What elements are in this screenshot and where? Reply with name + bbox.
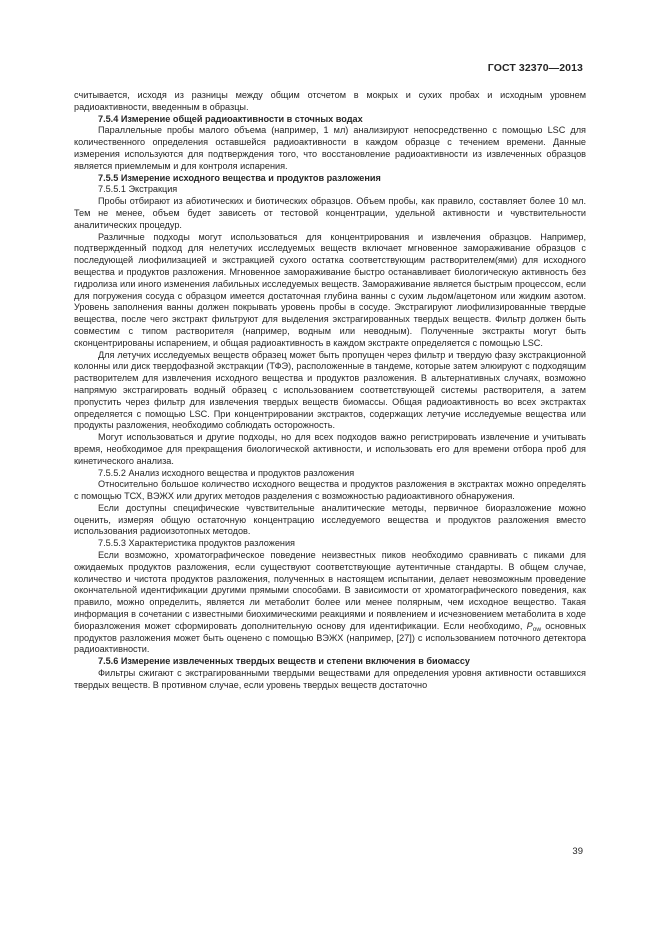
subsection-heading-7-5-5-3: 7.5.5.3 Характеристика продуктов разложения (98, 538, 296, 549)
paragraph: Фильтры сжигают с экстрагированными твердыми веществами для определения уровня активности оставшихся твердых веществ. В противном случае, если уровень твердых веществ достаточно (74, 668, 586, 690)
subsection-heading-7-5-5-2: 7.5.5.2 Анализ исходного вещества и продуктов разложения (98, 467, 355, 478)
page-number: 39 (572, 846, 583, 857)
paragraph-continuation: считывается, исходя из разницы между общим отсчетом в мокрых и сухих пробах и исходным уровнем радиоактивности, введенным в образцы. (74, 90, 586, 112)
paragraph-text: Если возможно, хроматографическое поведение неизвестных пиков необходимо сравнивать с пиками для ожидаемых продуктов разложения, если существуют соответствующие аутентичные стандарты. В общем случае, количество и чистота продуктов разложения, полученных в настоящем испытании, делает невозможным проведение окончательной идентификации другими прямыми способами. В зависимости от хроматографического поведения, как правило, можно определить, является ли метаболит более или менее полярным, чем исходное вещество. Такая информация в сочетании с известными биохимическими реакциями и появлением и исчезновением метаболита в ходе биоразложения может сформировать дополнительную основу для идентификации. Если необходимо, (74, 550, 586, 631)
paragraph: Пробы отбирают из абиотических и биотических образцов. Объем пробы, как правило, составляет более 10 мл. Тем не менее, объем будет зависеть от тестовой концентрации, удельной активности и чувствительности аналитических процедур. (74, 196, 586, 230)
paragraph: Параллельные пробы малого объема (например, 1 мл) анализируют непосредственно с помощью LSC для количественного определения оставшейся радиоактивности в каждом образце с течением времени. Данные измерения используются для подтверждения того, что восстановление радиоактивности из извлеченных образцов является приемлемым и для контроля испарения. (74, 125, 586, 171)
standard-header: ГОСТ 32370—2013 (487, 62, 583, 74)
section-heading-7-5-5: 7.5.5 Измерение исходного вещества и продуктов разложения (98, 172, 381, 183)
paragraph: Различные подходы могут использоваться для концентрирования и извлечения образцов. Например, подтвержденный подход для нелетучих исследуемых веществ включает мгновенное замораживание образцов с последующей лиофилизацией и экстракцией сухого остатка соответствующим растворителем(ями) для исходного вещества и продуктов разложения. Мгновенное замораживание быстро останавливает биологическую активность без гидролиза или иного изменения лабильных исследуемых веществ. Замораживание является быстрым процессом, если для погружения сосуда с образцом имеется достаточная глубина ванны с сухим льдом/ацетоном или жидким азотом. Уровень заполнения ванны должен покрывать уровень пробы в сосуде. Экстрагируют лиофилизированные твердые вещества, после чего экстракт фильтруют для выделения экстрагированных твердых веществ. Фильтр должен быть совместим с типом растворителя (например, водным или неводным). Полученные экстракты могут быть сконцентрированы испарением, и общая радиоактивность в каждом экстракте определяется с помощью LSC. (74, 231, 586, 348)
subsection-heading-7-5-5-1: 7.5.5.1 Экстракция (98, 184, 178, 195)
paragraph: Для летучих исследуемых веществ образец может быть пропущен через фильтр и твердую фазу экстракционной колонны или диск твердофазной экстракции (ТФЭ), расположенные в тандеме, которые затем элюируют с подходящим растворителем для извлечения исходного вещества и продуктов разложения. В альтернативных случаях, возможно напрямую экстрагировать водный образец с использованием соответствующей системы растворителя, а затем пропустить через фильтр для извлечения твердых веществ биомассы. Общая радиоактивность во всех экстрактах определяется с помощью LSC. При концентрировании экстрактов, содержащих летучие исследуемые вещества или продукты разложения, необходимо соблюдать осторожность. (74, 349, 586, 431)
section-heading-7-5-6: 7.5.6 Измерение извлеченных твердых веществ и степени включения в биомассу (98, 656, 471, 667)
paragraph: Если доступны специфические чувствительные аналитические методы, первичное биоразложение можно оценить, измеряя общую остаточную концентрацию исследуемого вещества и продуктов разложения вместо использования радиоизотопных методов. (74, 502, 586, 537)
paragraph: Могут использоваться и другие подходы, но для всех подходов важно регистрировать извлечение и учитывать время, необходимое для прекращения биологической активности, и использовать его для времени отбора проб для кинетического анализа. (74, 432, 586, 466)
paragraph: Относительно большое количество исходного вещества и продуктов разложения в экстрактах можно определять с помощью ТСХ, ВЭЖХ или других методов разделения с возможностью радиоактивного обнаружения. (74, 479, 586, 502)
section-heading-7-5-4: 7.5.4 Измерение общей радиоактивности в сточных водах (98, 113, 363, 124)
partition-coefficient-subscript: ow (532, 625, 542, 633)
paragraph-text: основных продуктов разложения может быть оценено с помощью ВЭЖХ (например, [27]) с использованием поточного детектора радиоактивности. (74, 620, 586, 655)
document-body (74, 90, 586, 692)
paragraph (74, 550, 586, 656)
partition-coefficient-symbol: P (526, 620, 533, 631)
